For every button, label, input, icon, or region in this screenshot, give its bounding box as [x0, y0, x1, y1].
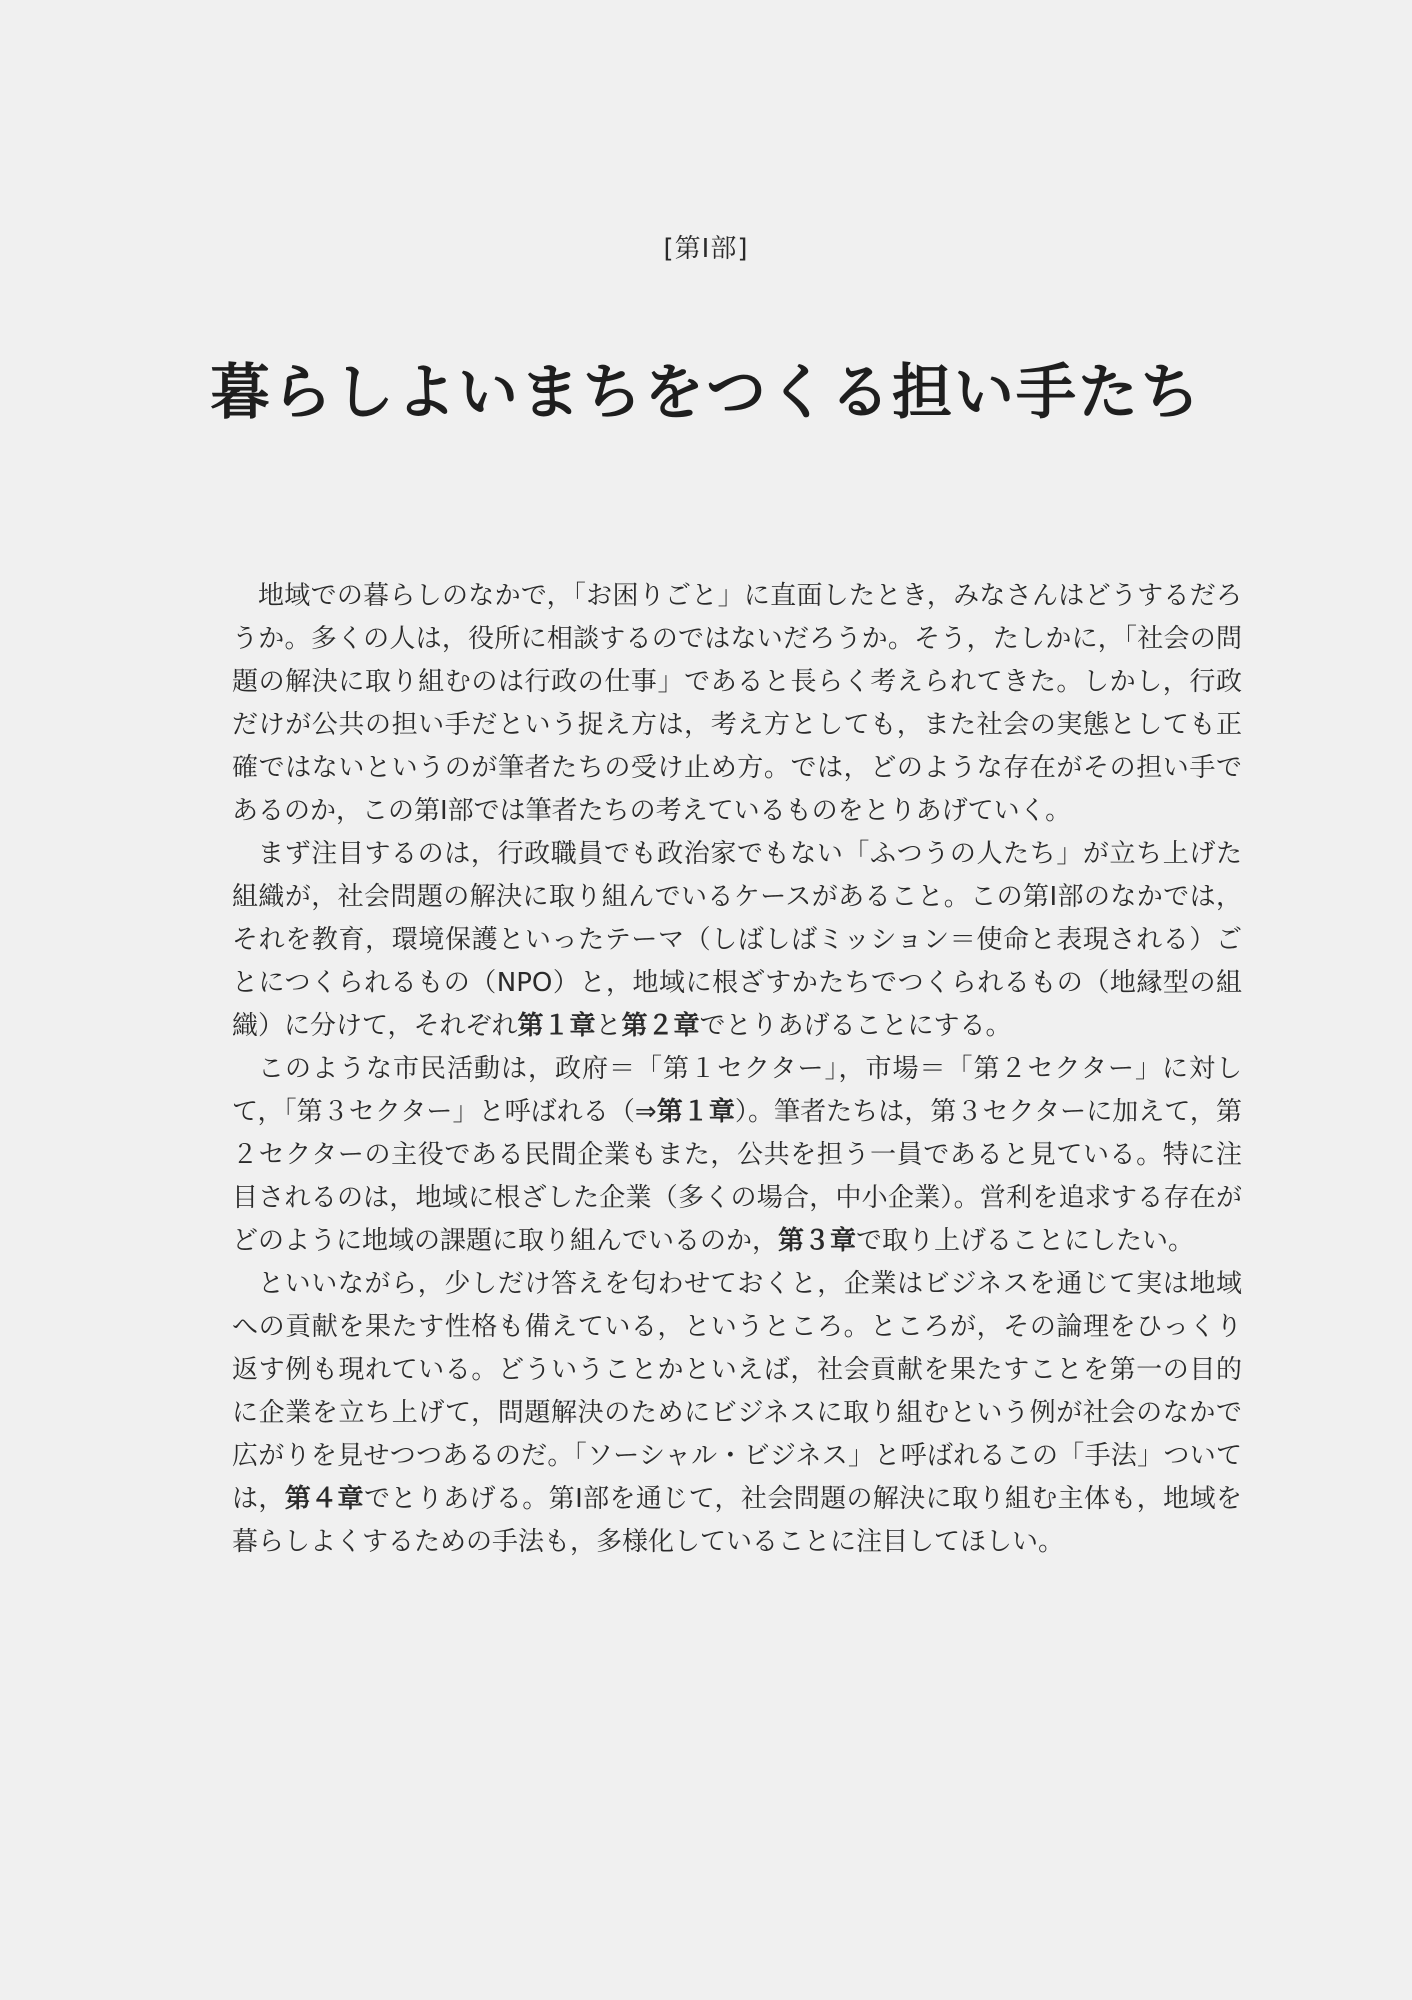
- paragraph-4: [232, 1263, 1242, 1564]
- text-run: 地域での暮らしのなかで，「お困りごと」に直面したとき，みなさんはどうするだろうか。多くの人は，役所に相談するのではないだろうか。そう，たしかに，「社会の問題の解決に取り組むのは行政の仕事」であると長らく考えられてきた。しかし，行政だけが公共の担い手だという捉え方は，考え方としても，また社会の実態としても正確ではないというのが筆者たちの受け止め方。では，どのような存在がその担い手であるのか，この第Ⅰ部では筆者たちの考えているものをとりあげていく。: [232, 581, 1242, 826]
- text-run: でとりあげることにする。: [699, 1011, 1012, 1041]
- chapter-ref: 第４章: [284, 1484, 364, 1514]
- text-run: と: [595, 1011, 622, 1041]
- chapter-ref: 第１章: [517, 1011, 596, 1041]
- text-run: でとりあげる。第Ⅰ部を通じて，社会問題の解決に取り組む主体も，地域を暮らしよくするための手法も，多様化していることに注目してほしい。: [232, 1484, 1242, 1557]
- text-run: このような市民活動は，政府＝「第１セクター」，市場＝「第２セクター」に対して，「第３セクター」と呼ばれる（⇒: [232, 1054, 1242, 1127]
- text-run: といいながら，少しだけ答えを匂わせておくと，企業はビジネスを通じて実は地域への貢献を果たす性格も備えている，というところ。ところが，その論理をひっくり返す例も現れている。どういうことかといえば，社会貢献を果たすことを第一の目的に企業を立ち上げて，問題解決のためにビジネスに取り組むという例が社会のなかで広がりを見せつつあるのだ。「ソーシャル・ビジネス」と呼ばれるこの「手法」ついては，: [232, 1269, 1242, 1514]
- paragraph-2: [232, 833, 1242, 1048]
- chapter-ref: 第２章: [621, 1011, 700, 1041]
- part-label: [第Ⅰ部]: [663, 234, 749, 264]
- text-run: まず注目するのは，行政職員でも政治家でもない「ふつうの人たち」が立ち上げた組織が，社会問題の解決に取り組んでいるケースがあること。この第Ⅰ部のなかでは，それを教育，環境保護といったテーマ（しばしばミッション＝使命と表現される）ごとにつくられるもの（NPO）と，地域に根ざすかたちでつくられるもの（地縁型の組織）に分けて，それぞれ: [232, 839, 1242, 1041]
- chapter-ref: 第１章: [656, 1097, 735, 1127]
- body-text: [232, 575, 1242, 1564]
- paragraph-3: [232, 1048, 1242, 1263]
- paragraph-1: [232, 575, 1242, 833]
- page-title: 暮らしよいまちをつくる担い手たち: [210, 358, 1202, 428]
- text-run: で取り上げることにしたい。: [856, 1226, 1195, 1256]
- chapter-ref: 第３章: [778, 1226, 857, 1256]
- text-run: ）。筆者たちは，第３セクターに加えて，第２セクターの主役である民間企業もまた，公共を担う一員であると見ている。特に注目されるのは，地域に根ざした企業（多くの場合，中小企業）。営利を追求する存在がどのように地域の課題に取り組んでいるのか，: [232, 1097, 1242, 1256]
